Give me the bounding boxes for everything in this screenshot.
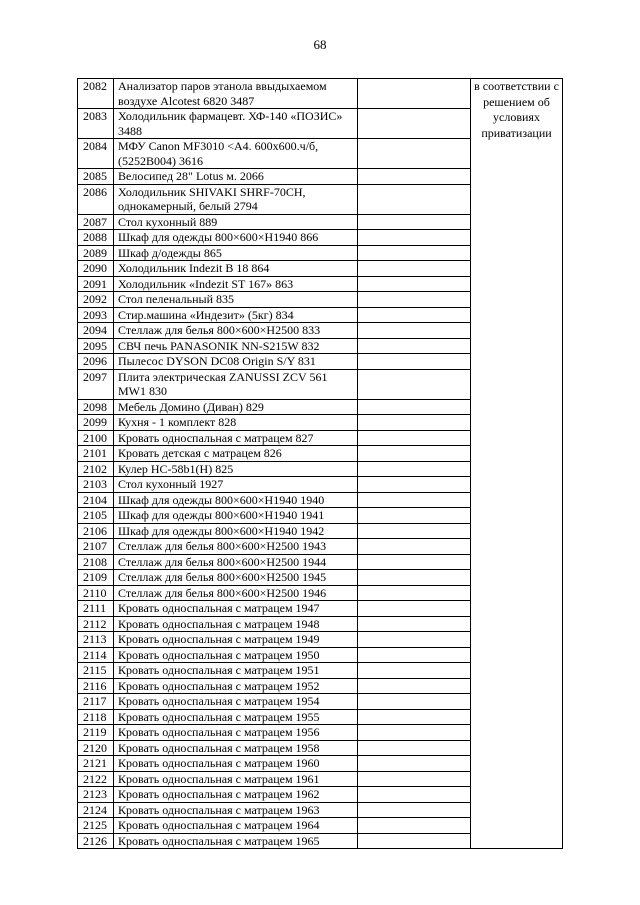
empty-cell: [358, 663, 471, 679]
item-name: Пылесос DYSON DC08 Origin S/Y 831: [114, 354, 358, 370]
row-number: 2082: [78, 79, 114, 109]
item-name: МФУ Canon MF3010 <A4. 600x600.ч/б,(5252B004) 3616: [114, 139, 358, 169]
row-number: 2108: [78, 554, 114, 570]
row-number: 2097: [78, 369, 114, 399]
item-name: Кулер HC-58b1(H) 825: [114, 461, 358, 477]
item-name: Кровать односпальная с матрацем 1955: [114, 709, 358, 725]
row-number: 2120: [78, 740, 114, 756]
empty-cell: [358, 430, 471, 446]
item-name: Плита электрическая ZANUSSI ZCV 561 MW1 830: [114, 369, 358, 399]
empty-cell: [358, 245, 471, 261]
empty-cell: [358, 492, 471, 508]
empty-cell: [358, 740, 471, 756]
item-name: Кровать односпальная с матрацем 1950: [114, 647, 358, 663]
row-number: 2095: [78, 338, 114, 354]
item-name: Шкаф д/одежды 865: [114, 245, 358, 261]
privatization-note: в соответствии с решением об условиях приватизации: [471, 79, 563, 849]
empty-cell: [358, 415, 471, 431]
empty-cell: [358, 139, 471, 169]
empty-cell: [358, 694, 471, 710]
empty-cell: [358, 461, 471, 477]
empty-cell: [358, 570, 471, 586]
empty-cell: [358, 632, 471, 648]
row-number: 2106: [78, 523, 114, 539]
row-number: 2125: [78, 818, 114, 834]
item-name: Кровать односпальная с матрацем 1961: [114, 771, 358, 787]
row-number: 2126: [78, 833, 114, 849]
empty-cell: [358, 787, 471, 803]
inventory-table-body: [78, 79, 563, 849]
row-number: 2104: [78, 492, 114, 508]
item-name: Кровать односпальная с матрацем 1963: [114, 802, 358, 818]
item-name: Стеллаж для белья 800×600×Н2500 1944: [114, 554, 358, 570]
item-name: Стол кухонный 1927: [114, 477, 358, 493]
empty-cell: [358, 508, 471, 524]
row-number: 2113: [78, 632, 114, 648]
item-name: Кровать односпальная с матрацем 1958: [114, 740, 358, 756]
row-number: 2119: [78, 725, 114, 741]
empty-cell: [358, 585, 471, 601]
empty-cell: [358, 725, 471, 741]
item-name: Кровать односпальная с матрацем 1951: [114, 663, 358, 679]
row-number: 2112: [78, 616, 114, 632]
item-name: Кровать односпальная с матрацем 1956: [114, 725, 358, 741]
empty-cell: [358, 554, 471, 570]
empty-cell: [358, 616, 471, 632]
row-number: 2124: [78, 802, 114, 818]
item-name: Стеллаж для белья 800×600×Н2500 1945: [114, 570, 358, 586]
row-number: 2110: [78, 585, 114, 601]
item-name: Кровать односпальная с матрацем 827: [114, 430, 358, 446]
item-name: Шкаф для одежды 800×600×Н1940 1941: [114, 508, 358, 524]
item-name: Стир.машина «Индезит» (5кг) 834: [114, 307, 358, 323]
empty-cell: [358, 446, 471, 462]
item-name: Кровать односпальная с матрацем 1952: [114, 678, 358, 694]
empty-cell: [358, 276, 471, 292]
row-number: 2084: [78, 139, 114, 169]
row-number: 2114: [78, 647, 114, 663]
empty-cell: [358, 399, 471, 415]
item-name: Мебель Домино (Диван) 829: [114, 399, 358, 415]
item-name: Стол пеленальный 835: [114, 292, 358, 308]
row-number: 2102: [78, 461, 114, 477]
row-number: 2085: [78, 169, 114, 185]
item-name: Кровать односпальная с матрацем 1964: [114, 818, 358, 834]
item-name: Кухня - 1 комплект 828: [114, 415, 358, 431]
row-number: 2088: [78, 230, 114, 246]
row-number: 2101: [78, 446, 114, 462]
row-number: 2115: [78, 663, 114, 679]
row-number: 2092: [78, 292, 114, 308]
row-number: 2089: [78, 245, 114, 261]
empty-cell: [358, 169, 471, 185]
empty-cell: [358, 601, 471, 617]
row-number: 2090: [78, 261, 114, 277]
empty-cell: [358, 756, 471, 772]
row-number: 2121: [78, 756, 114, 772]
row-number: 2094: [78, 323, 114, 339]
row-number: 2098: [78, 399, 114, 415]
item-name: Кровать детская с матрацем 826: [114, 446, 358, 462]
empty-cell: [358, 477, 471, 493]
item-name: Шкаф для одежды 800×600×Н1940 866: [114, 230, 358, 246]
item-name: Шкаф для одежды 800×600×Н1940 1940: [114, 492, 358, 508]
item-name: Анализатор паров этанола ввыдыхаемом воздухе Alcotest 6820 3487: [114, 79, 358, 109]
empty-cell: [358, 79, 471, 109]
row-number: 2086: [78, 184, 114, 214]
item-name: Стеллаж для белья 800×600×Н2500 833: [114, 323, 358, 339]
empty-cell: [358, 109, 471, 139]
empty-cell: [358, 230, 471, 246]
empty-cell: [358, 539, 471, 555]
empty-cell: [358, 214, 471, 230]
empty-cell: [358, 802, 471, 818]
row-number: 2105: [78, 508, 114, 524]
empty-cell: [358, 184, 471, 214]
empty-cell: [358, 709, 471, 725]
item-name: Кровать односпальная с матрацем 1949: [114, 632, 358, 648]
row-number: 2122: [78, 771, 114, 787]
item-name: Кровать односпальная с матрацем 1948: [114, 616, 358, 632]
empty-cell: [358, 307, 471, 323]
empty-cell: [358, 771, 471, 787]
item-name: Шкаф для одежды 800×600×Н1940 1942: [114, 523, 358, 539]
item-name: Кровать односпальная с матрацем 1954: [114, 694, 358, 710]
row-number: 2107: [78, 539, 114, 555]
item-name: Холодильник фармацевт. ХФ-140 «ПОЗИС» 3488: [114, 109, 358, 139]
empty-cell: [358, 369, 471, 399]
item-name: СВЧ печь PANASONIK NN-S215W 832: [114, 338, 358, 354]
row-number: 2083: [78, 109, 114, 139]
empty-cell: [358, 292, 471, 308]
item-name: Холодильник «Indezit ST 167» 863: [114, 276, 358, 292]
item-name: Холодильник SHIVAKI SHRF-70CH, однокамерный, белый 2794: [114, 184, 358, 214]
empty-cell: [358, 354, 471, 370]
row-number: 2117: [78, 694, 114, 710]
row-number: 2099: [78, 415, 114, 431]
item-name: Стеллаж для белья 800×600×Н2500 1943: [114, 539, 358, 555]
empty-cell: [358, 338, 471, 354]
item-name: Кровать односпальная с матрацем 1965: [114, 833, 358, 849]
item-name: Стеллаж для белья 800×600×Н2500 1946: [114, 585, 358, 601]
empty-cell: [358, 261, 471, 277]
empty-cell: [358, 818, 471, 834]
row-number: 2118: [78, 709, 114, 725]
page-number: 68: [313, 37, 327, 52]
empty-cell: [358, 647, 471, 663]
empty-cell: [358, 678, 471, 694]
item-name: Кровать односпальная с матрацем 1962: [114, 787, 358, 803]
row-number: 2111: [78, 601, 114, 617]
item-name: Холодильник Indezit B 18 864: [114, 261, 358, 277]
empty-cell: [358, 323, 471, 339]
empty-cell: [358, 833, 471, 849]
row-number: 2087: [78, 214, 114, 230]
item-name: Велосипед 28" Lotus м. 2066: [114, 169, 358, 185]
row-number: 2091: [78, 276, 114, 292]
table-row: [78, 79, 563, 109]
row-number: 2116: [78, 678, 114, 694]
empty-cell: [358, 523, 471, 539]
item-name: Кровать односпальная с матрацем 1960: [114, 756, 358, 772]
row-number: 2100: [78, 430, 114, 446]
item-name: Кровать односпальная с матрацем 1947: [114, 601, 358, 617]
inventory-table: [77, 78, 563, 849]
row-number: 2103: [78, 477, 114, 493]
row-number: 2109: [78, 570, 114, 586]
row-number: 2123: [78, 787, 114, 803]
item-name: Стол кухонный 889: [114, 214, 358, 230]
row-number: 2096: [78, 354, 114, 370]
row-number: 2093: [78, 307, 114, 323]
